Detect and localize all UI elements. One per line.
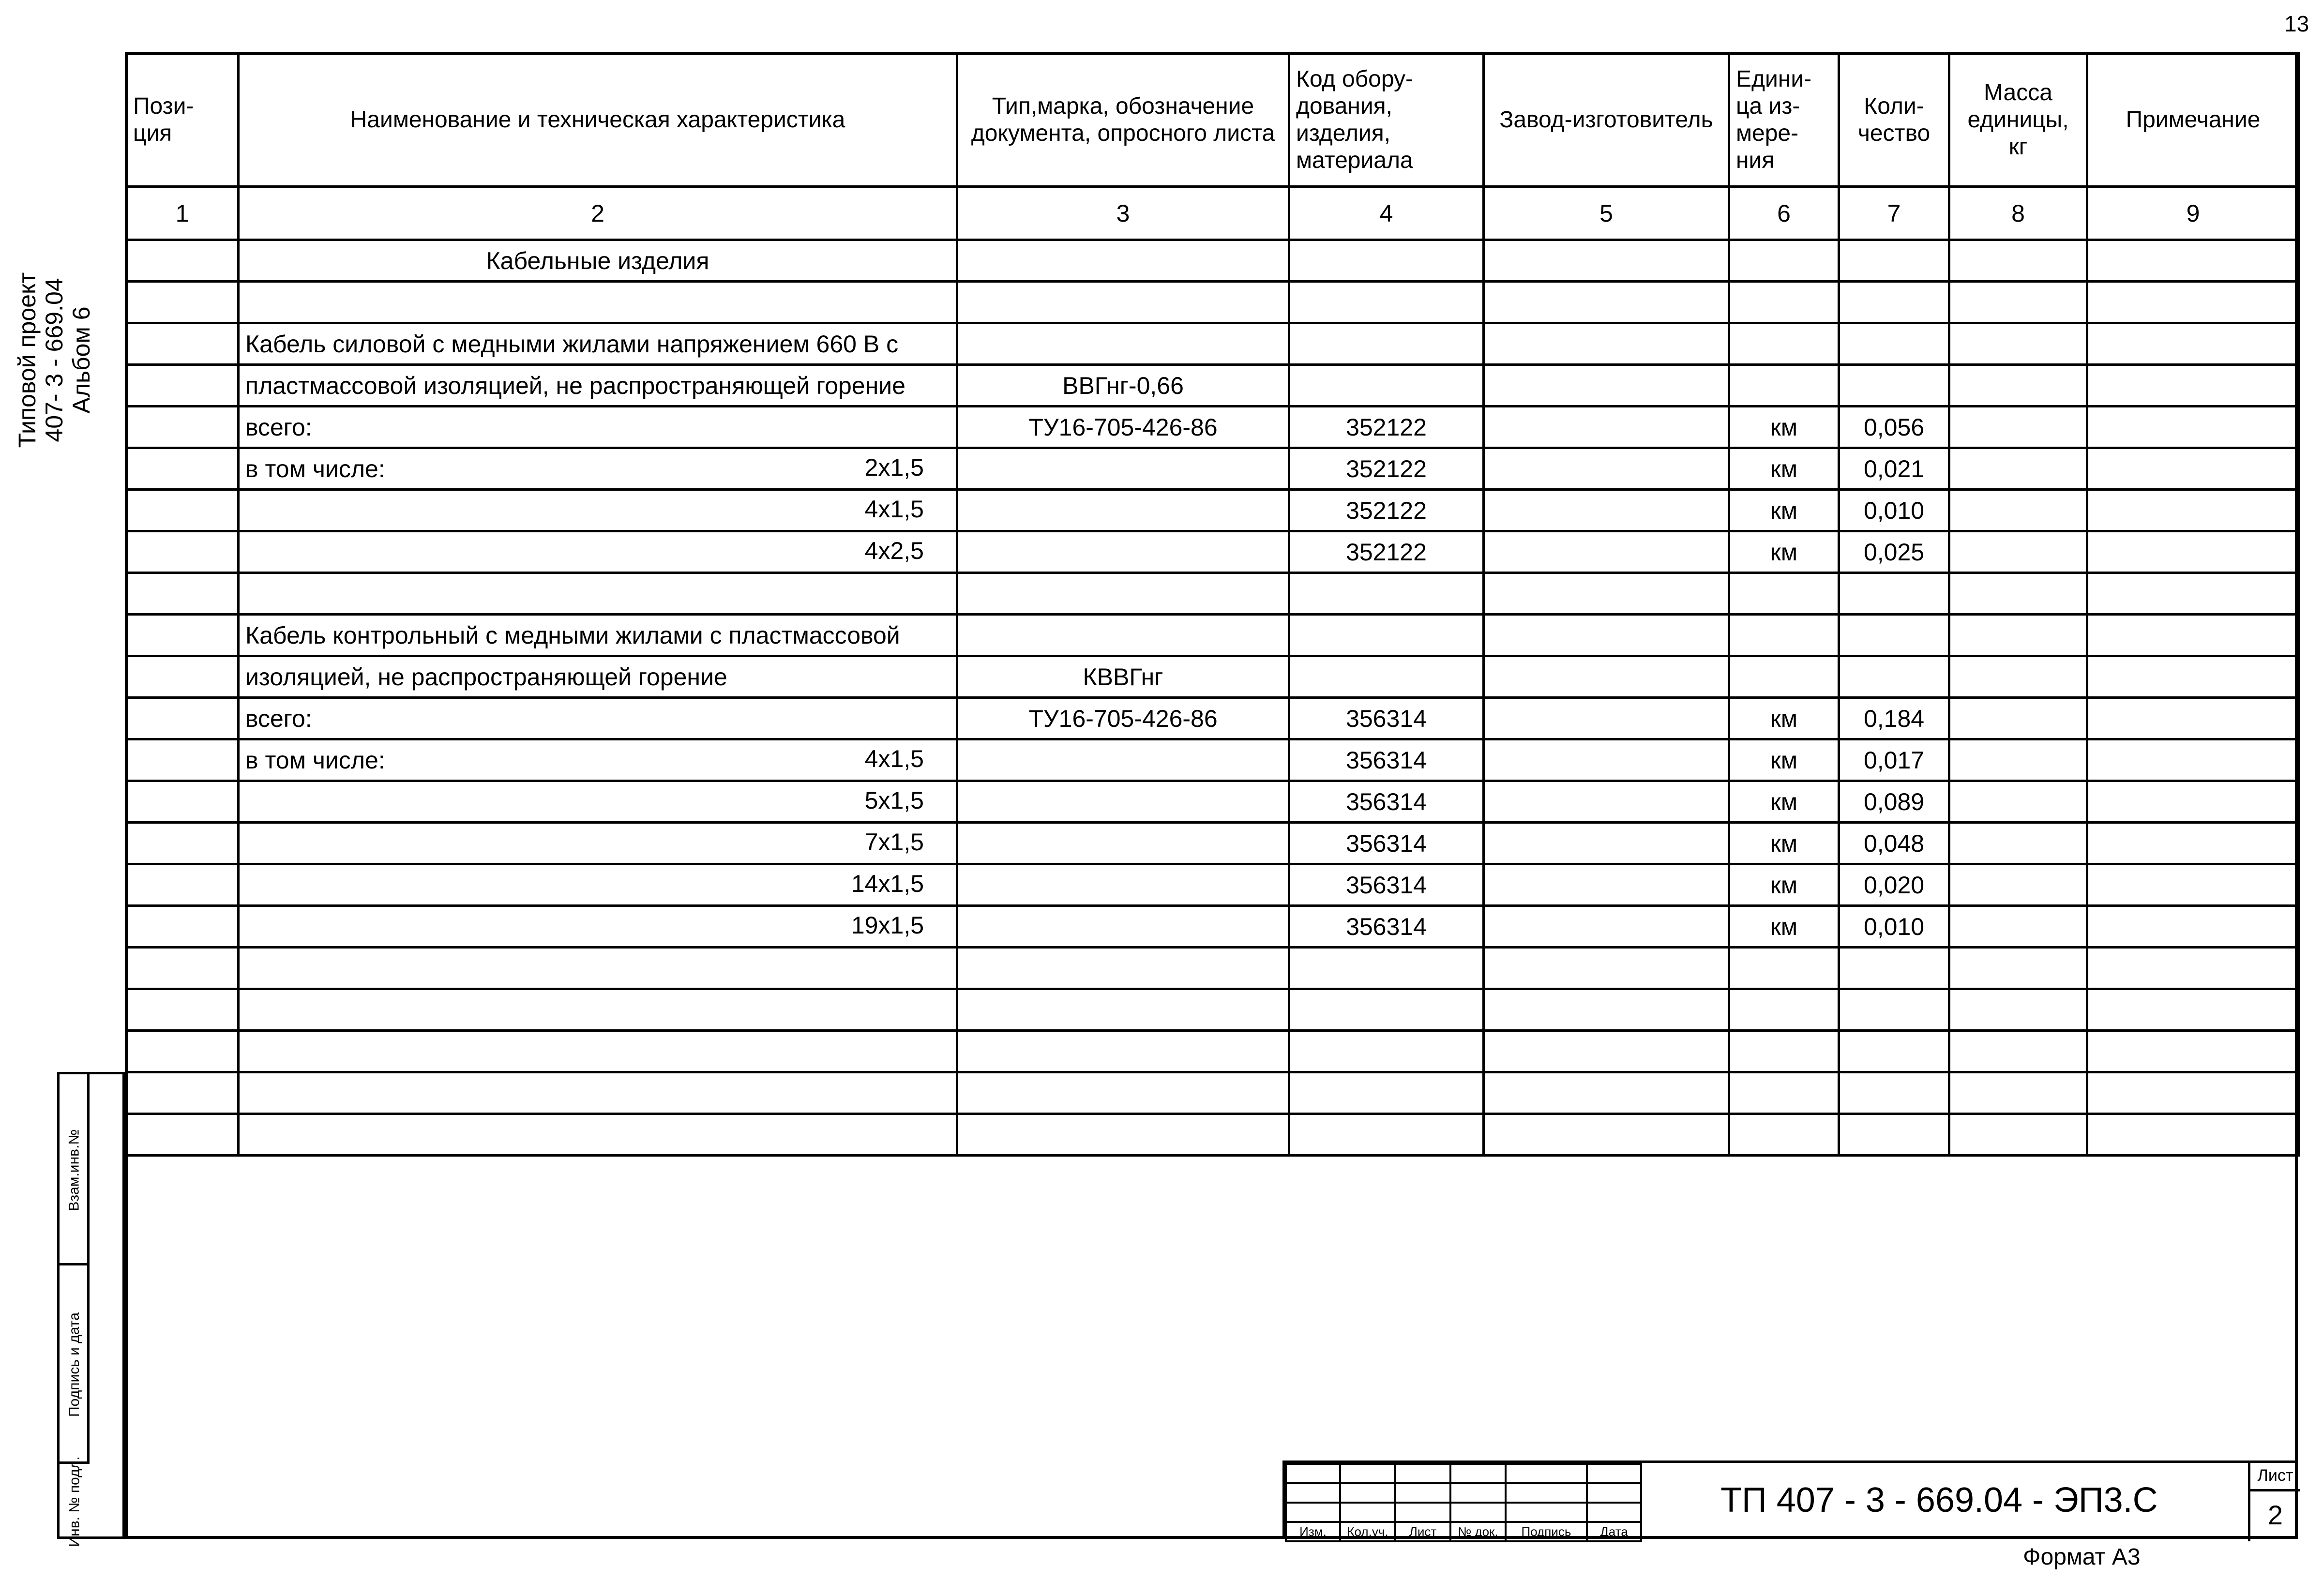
- cell-position: [126, 240, 239, 282]
- cell-quantity: [1839, 240, 1949, 282]
- cell-name: [239, 739, 957, 781]
- cell-mass: [1949, 1031, 2087, 1072]
- table-row: [126, 1072, 2299, 1114]
- cell-name: [239, 365, 957, 407]
- cell-mass: [1949, 864, 2087, 906]
- cell-quantity: [1839, 365, 1949, 407]
- cell-factory: [1484, 781, 1729, 823]
- cell-code: [1289, 656, 1484, 698]
- cell-factory: [1484, 1031, 1729, 1072]
- cell-mass: [1949, 365, 2087, 407]
- cell-name: [239, 781, 957, 823]
- cell-type: [957, 906, 1289, 948]
- table-row: [126, 906, 2299, 948]
- cell-quantity: 0,089: [1839, 781, 1949, 823]
- cell-position: [126, 1031, 239, 1072]
- table-row: [126, 1031, 2299, 1072]
- cell-type: [957, 989, 1289, 1031]
- table-row: [126, 864, 2299, 906]
- cell-type: [957, 1114, 1289, 1156]
- cell-quantity: 0,184: [1839, 698, 1949, 739]
- stamp-label-signature: Подпись: [1506, 1522, 1587, 1541]
- cell-mass: [1949, 615, 2087, 656]
- table-row: [126, 407, 2299, 448]
- column-number: 1: [126, 187, 239, 240]
- cell-factory: [1484, 323, 1729, 365]
- cell-name-size: 14х1,5: [851, 870, 924, 897]
- cell-position: [126, 698, 239, 739]
- cell-note: [2087, 656, 2299, 698]
- cell-note: [2087, 615, 2299, 656]
- cell-unit: [1729, 573, 1839, 615]
- cell-type: [957, 240, 1289, 282]
- cell-name-size: 4х1,5: [864, 496, 924, 523]
- cell-note: [2087, 1072, 2299, 1114]
- table-row: [126, 781, 2299, 823]
- cell-code: [1289, 1114, 1484, 1156]
- cell-mass: [1949, 323, 2087, 365]
- cell-factory: [1484, 1072, 1729, 1114]
- cell-mass: [1949, 573, 2087, 615]
- cell-mass: [1949, 989, 2087, 1031]
- cell-note: [2087, 1114, 2299, 1156]
- cell-mass: [1949, 1114, 2087, 1156]
- table-row: [126, 615, 2299, 656]
- cell-mass: [1949, 698, 2087, 739]
- cell-factory: [1484, 739, 1729, 781]
- cell-name: [239, 948, 957, 989]
- stamp-label-sheet: Лист: [1395, 1522, 1450, 1541]
- table-row: [126, 989, 2299, 1031]
- cell-position: [126, 989, 239, 1031]
- cell-name: [239, 1072, 957, 1114]
- cell-name: [239, 282, 957, 323]
- cell-quantity: [1839, 282, 1949, 323]
- left-approval-strip: [57, 1072, 125, 1547]
- cell-type: [957, 864, 1289, 906]
- cell-mass: [1949, 407, 2087, 448]
- stamp-label-count: Кол.уч.: [1340, 1522, 1395, 1541]
- cell-name: [239, 989, 957, 1031]
- cell-code: [1289, 615, 1484, 656]
- cell-position: [126, 490, 239, 531]
- cell-type: [957, 781, 1289, 823]
- cell-factory: [1484, 864, 1729, 906]
- cell-unit: [1729, 240, 1839, 282]
- cell-unit: км: [1729, 823, 1839, 864]
- cell-factory: [1484, 1114, 1729, 1156]
- cell-unit: [1729, 615, 1839, 656]
- header-note: Примечание: [2087, 54, 2299, 187]
- table-row: [126, 1114, 2299, 1156]
- cell-name: [239, 864, 957, 906]
- column-number: 6: [1729, 187, 1839, 240]
- cell-unit: [1729, 1072, 1839, 1114]
- cell-mass: [1949, 448, 2087, 490]
- cell-name: [239, 490, 957, 531]
- cell-unit: км: [1729, 448, 1839, 490]
- cell-note: [2087, 282, 2299, 323]
- cell-quantity: [1839, 323, 1949, 365]
- cell-position: [126, 323, 239, 365]
- cell-factory: [1484, 823, 1729, 864]
- cell-position: [126, 1114, 239, 1156]
- cell-name-text: пластмассовой изоляцией, не распространяющей горение: [245, 372, 905, 399]
- cell-position: [126, 282, 239, 323]
- cell-type: [957, 615, 1289, 656]
- cell-type: ВВГнг-0,66: [957, 365, 1289, 407]
- cell-unit: [1729, 323, 1839, 365]
- table-row: [126, 698, 2299, 739]
- cell-code: [1289, 573, 1484, 615]
- cell-code: [1289, 240, 1484, 282]
- cell-name-text: Кабельные изделия: [486, 247, 709, 274]
- cell-unit: [1729, 948, 1839, 989]
- table-row: [126, 365, 2299, 407]
- cell-type: [957, 1031, 1289, 1072]
- cell-note: [2087, 781, 2299, 823]
- cell-position: [126, 615, 239, 656]
- cell-position: [126, 365, 239, 407]
- cell-type: [957, 823, 1289, 864]
- cell-name-size: 4х2,5: [864, 537, 924, 564]
- cell-quantity: [1839, 1031, 1949, 1072]
- cell-name-text: всего:: [245, 413, 312, 441]
- table-body: [126, 240, 2299, 1156]
- cell-note: [2087, 407, 2299, 448]
- side-title-line2: 407- 3 - 669.04: [41, 278, 68, 442]
- cell-code: 352122: [1289, 448, 1484, 490]
- cell-type: [957, 1072, 1289, 1114]
- cell-type: [957, 739, 1289, 781]
- cell-note: [2087, 573, 2299, 615]
- cell-name: [239, 906, 957, 948]
- cell-code: 356314: [1289, 698, 1484, 739]
- cell-name: [239, 615, 957, 656]
- cell-mass: [1949, 282, 2087, 323]
- column-number: 4: [1289, 187, 1484, 240]
- cell-name-size: 7х1,5: [864, 828, 924, 856]
- cell-name-text: всего:: [245, 705, 312, 732]
- stamp-label-date: Дата: [1587, 1522, 1641, 1541]
- side-title-line1: Типовой проект: [14, 272, 41, 448]
- cell-note: [2087, 864, 2299, 906]
- cell-name-text: в том числе:: [245, 746, 385, 774]
- signature-date-label: Подпись и дата: [66, 1312, 82, 1417]
- table-row: [126, 282, 2299, 323]
- cell-position: [126, 1072, 239, 1114]
- cell-type: ТУ16-705-426-86: [957, 407, 1289, 448]
- cell-note: [2087, 739, 2299, 781]
- stamp-label-change: Изм.: [1286, 1522, 1340, 1541]
- cell-note: [2087, 698, 2299, 739]
- side-title-line3: Альбом 6: [68, 306, 95, 414]
- cell-code: [1289, 989, 1484, 1031]
- cell-unit: [1729, 365, 1839, 407]
- header-factory: Завод-изготовитель: [1484, 54, 1729, 187]
- table-row: [126, 739, 2299, 781]
- cell-name-size: 19х1,5: [851, 912, 924, 939]
- column-number: 7: [1839, 187, 1949, 240]
- cell-name: [239, 448, 957, 490]
- sheet-label: Лист: [2250, 1463, 2300, 1491]
- table-row: [126, 531, 2299, 573]
- cell-position: [126, 739, 239, 781]
- column-number: 9: [2087, 187, 2299, 240]
- header-mass: Масса единицы, кг: [1949, 54, 2087, 187]
- cell-factory: [1484, 698, 1729, 739]
- cell-unit: [1729, 989, 1839, 1031]
- replace-inv-label: Взам.инв.№: [66, 1129, 83, 1211]
- cell-factory: [1484, 615, 1729, 656]
- cell-unit: [1729, 1114, 1839, 1156]
- cell-unit: км: [1729, 407, 1839, 448]
- cell-code: 352122: [1289, 490, 1484, 531]
- cell-name: [239, 698, 957, 739]
- cell-name-text: Кабель силовой с медными жилами напряжением 660 В с: [245, 330, 899, 358]
- document-code: ТП 407 - 3 - 669.04 - ЭП3.С: [1720, 1481, 2158, 1520]
- cell-note: [2087, 948, 2299, 989]
- table-row: [126, 240, 2299, 282]
- cell-type: [957, 490, 1289, 531]
- table-row: [126, 573, 2299, 615]
- cell-code: 356314: [1289, 864, 1484, 906]
- cell-code: [1289, 948, 1484, 989]
- cell-quantity: 0,010: [1839, 906, 1949, 948]
- cell-name: [239, 573, 957, 615]
- cell-quantity: [1839, 615, 1949, 656]
- cell-position: [126, 573, 239, 615]
- cell-factory: [1484, 490, 1729, 531]
- cell-quantity: [1839, 1072, 1949, 1114]
- table-row: [126, 948, 2299, 989]
- cell-type: ТУ16-705-426-86: [957, 698, 1289, 739]
- cell-note: [2087, 989, 2299, 1031]
- cell-code: 356314: [1289, 739, 1484, 781]
- cell-type: КВВГнг: [957, 656, 1289, 698]
- title-block-stamp: [1282, 1460, 2298, 1539]
- cell-mass: [1949, 490, 2087, 531]
- cell-name: [239, 531, 957, 573]
- cell-mass: [1949, 240, 2087, 282]
- cell-factory: [1484, 240, 1729, 282]
- cell-name-size: 5х1,5: [864, 787, 924, 814]
- header-unit: Едини-ца из-мере-ния: [1729, 54, 1839, 187]
- cell-mass: [1949, 781, 2087, 823]
- cell-code: 352122: [1289, 531, 1484, 573]
- cell-note: [2087, 365, 2299, 407]
- cell-quantity: 0,010: [1839, 490, 1949, 531]
- cell-note: [2087, 531, 2299, 573]
- cell-factory: [1484, 573, 1729, 615]
- cell-position: [126, 656, 239, 698]
- revision-grid: [1285, 1463, 1642, 1542]
- cell-factory: [1484, 989, 1729, 1031]
- cell-unit: [1729, 656, 1839, 698]
- cell-mass: [1949, 1072, 2087, 1114]
- cell-name: [239, 323, 957, 365]
- cell-position: [126, 448, 239, 490]
- sheet-value: 2: [2267, 1500, 2283, 1530]
- sheet-number-box: [2248, 1463, 2300, 1541]
- cell-unit: км: [1729, 531, 1839, 573]
- cell-type: [957, 323, 1289, 365]
- cell-note: [2087, 240, 2299, 282]
- cell-position: [126, 823, 239, 864]
- cell-type: [957, 573, 1289, 615]
- cell-note: [2087, 1031, 2299, 1072]
- cell-unit: км: [1729, 906, 1839, 948]
- cell-note: [2087, 906, 2299, 948]
- cell-name-text: в том числе:: [245, 455, 385, 482]
- cell-code: [1289, 1031, 1484, 1072]
- cell-mass: [1949, 656, 2087, 698]
- cell-quantity: 0,025: [1839, 531, 1949, 573]
- cell-factory: [1484, 531, 1729, 573]
- cell-mass: [1949, 823, 2087, 864]
- cell-quantity: 0,056: [1839, 407, 1949, 448]
- cell-position: [126, 864, 239, 906]
- cell-unit: км: [1729, 739, 1839, 781]
- cell-note: [2087, 823, 2299, 864]
- cell-code: 352122: [1289, 407, 1484, 448]
- cell-unit: км: [1729, 490, 1839, 531]
- side-project-title: [14, 234, 95, 486]
- cell-position: [126, 407, 239, 448]
- cell-name: [239, 240, 957, 282]
- cell-quantity: [1839, 573, 1949, 615]
- table-row: [126, 448, 2299, 490]
- cell-type: [957, 531, 1289, 573]
- cell-code: [1289, 282, 1484, 323]
- cell-quantity: [1839, 948, 1949, 989]
- cell-code: 356314: [1289, 906, 1484, 948]
- cell-unit: км: [1729, 864, 1839, 906]
- cell-factory: [1484, 948, 1729, 989]
- cell-code: 356314: [1289, 781, 1484, 823]
- cell-note: [2087, 490, 2299, 531]
- cell-quantity: [1839, 656, 1949, 698]
- header-position: Пози-ция: [126, 54, 239, 187]
- cell-mass: [1949, 906, 2087, 948]
- stamp-label-doc-no: № док.: [1450, 1522, 1506, 1541]
- cell-unit: км: [1729, 781, 1839, 823]
- cell-code: 356314: [1289, 823, 1484, 864]
- cell-quantity: [1839, 989, 1949, 1031]
- cell-name-size: 4х1,5: [864, 745, 924, 772]
- cell-code: [1289, 365, 1484, 407]
- cell-quantity: 0,017: [1839, 739, 1949, 781]
- header-code: Код обору-дования, изделия, материала: [1289, 54, 1484, 187]
- cell-name: [239, 407, 957, 448]
- table-row: [126, 656, 2299, 698]
- column-number: 3: [957, 187, 1289, 240]
- cell-note: [2087, 448, 2299, 490]
- cell-factory: [1484, 656, 1729, 698]
- cell-unit: [1729, 1031, 1839, 1072]
- cell-position: [126, 906, 239, 948]
- cell-name: [239, 1031, 957, 1072]
- cell-position: [126, 948, 239, 989]
- cell-factory: [1484, 906, 1729, 948]
- cell-type: [957, 448, 1289, 490]
- cell-position: [126, 531, 239, 573]
- column-number: 2: [239, 187, 957, 240]
- column-number: 8: [1949, 187, 2087, 240]
- cell-note: [2087, 323, 2299, 365]
- cell-mass: [1949, 739, 2087, 781]
- cell-quantity: 0,020: [1839, 864, 1949, 906]
- cell-mass: [1949, 531, 2087, 573]
- cell-name-text: изоляцией, не распространяющей горение: [245, 663, 727, 691]
- page-number: 13: [2284, 11, 2309, 36]
- table-row: [126, 490, 2299, 531]
- cell-name: [239, 823, 957, 864]
- cell-position: [126, 781, 239, 823]
- column-number: 5: [1484, 187, 1729, 240]
- cell-quantity: 0,021: [1839, 448, 1949, 490]
- specification-table: [125, 52, 2300, 1157]
- cell-quantity: 0,048: [1839, 823, 1949, 864]
- cell-name: [239, 1114, 957, 1156]
- cell-code: [1289, 1072, 1484, 1114]
- cell-unit: [1729, 282, 1839, 323]
- header-type: Тип,марка, обозначение документа, опросного листа: [957, 54, 1289, 187]
- cell-factory: [1484, 407, 1729, 448]
- cell-type: [957, 948, 1289, 989]
- cell-factory: [1484, 282, 1729, 323]
- cell-name: [239, 656, 957, 698]
- column-number-row: [126, 187, 2299, 240]
- table-row: [126, 823, 2299, 864]
- cell-mass: [1949, 948, 2087, 989]
- table-row: [126, 323, 2299, 365]
- cell-code: [1289, 323, 1484, 365]
- header-quantity: Коли-чество: [1839, 54, 1949, 187]
- cell-factory: [1484, 448, 1729, 490]
- cell-type: [957, 282, 1289, 323]
- format-label: Формат А3: [2023, 1544, 2141, 1570]
- cell-factory: [1484, 365, 1729, 407]
- cell-unit: км: [1729, 698, 1839, 739]
- inv-orig-label: Инв. № подл.: [66, 1456, 82, 1547]
- cell-name-text: Кабель контрольный с медными жилами с пластмассовой: [245, 621, 900, 649]
- table-header-row: [126, 54, 2299, 187]
- cell-name-size: 2х1,5: [864, 454, 924, 481]
- cell-quantity: [1839, 1114, 1949, 1156]
- header-name: Наименование и техническая характеристика: [239, 54, 957, 187]
